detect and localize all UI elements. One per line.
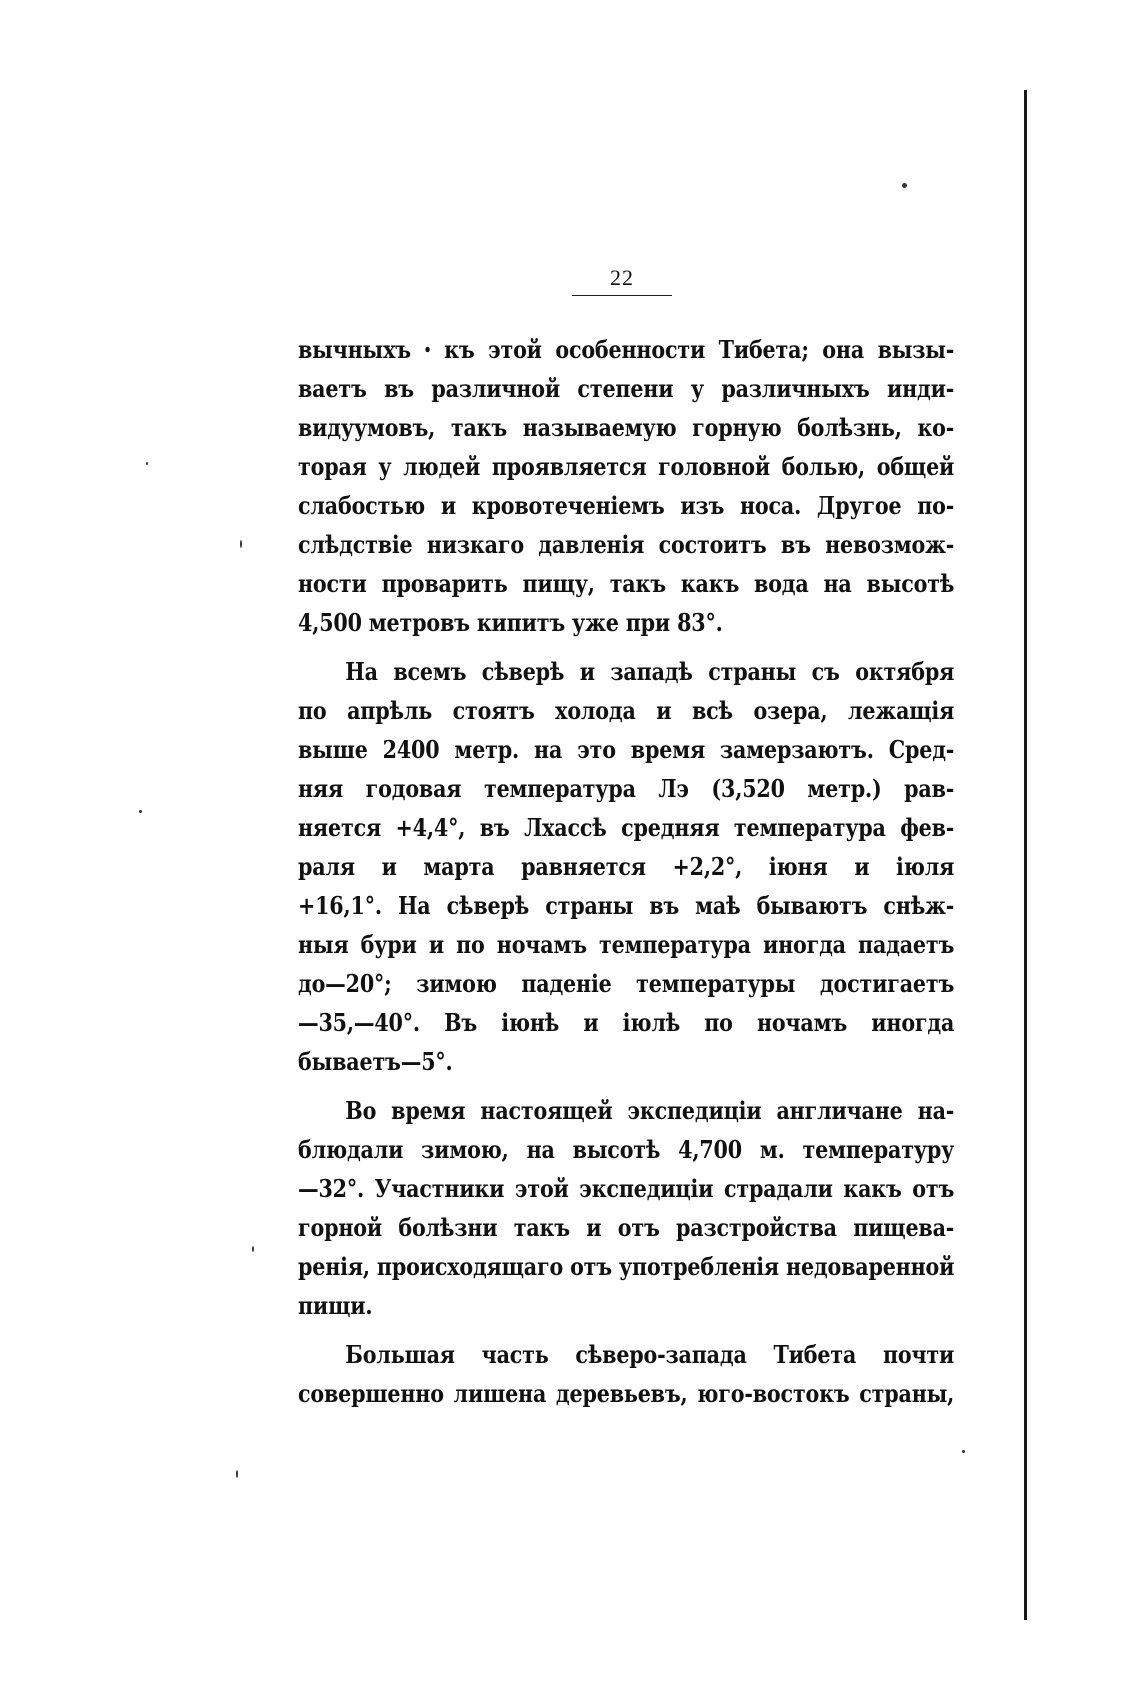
- text-line: На всемъ сѣверѣ и западѣ страны съ октября: [345, 657, 955, 686]
- speck: [139, 810, 142, 813]
- paragraph: [298, 1335, 954, 1413]
- text-line: —35,—40°. Въ іюнѣ и іюлѣ по ночамъ иногда: [298, 1008, 955, 1037]
- text-line: по апрѣль стоятъ холода и всѣ озера, лежащія: [298, 696, 955, 725]
- speck: [252, 1246, 254, 1252]
- speck: [240, 540, 242, 548]
- speck: [962, 1450, 965, 1453]
- text-line: —32°. Участники этой экспедиціи страдали какъ отъ: [298, 1174, 955, 1203]
- paragraph: [298, 330, 954, 642]
- text-line: слабостью и кровотеченіемъ изъ носа. Другое по-: [298, 491, 955, 520]
- page-number: 22: [610, 265, 634, 290]
- text-line: торая у людей проявляется головной болью, общей: [298, 452, 955, 481]
- binding-edge-line: [1024, 90, 1027, 1620]
- text-line: горной болѣзни такъ и отъ разстройства пищева-: [298, 1213, 955, 1242]
- text-line: выше 2400 метр. на это время замерзаютъ. Сред-: [298, 735, 955, 764]
- text-line: няя годовая температура Лэ (3,520 метр.) рав-: [298, 774, 955, 803]
- text-line: ваетъ въ различной степени у различныхъ инди-: [298, 374, 955, 403]
- text-line: +16,1°. На сѣверѣ страны въ маѣ бываютъ снѣж-: [298, 891, 955, 920]
- text-line: Во время настоящей экспедиціи англичане на-: [345, 1096, 955, 1125]
- speck: [236, 1470, 238, 1478]
- text-line: раля и марта равняется +2,2°, іюня и іюля: [298, 852, 955, 881]
- text-line: блюдали зимою, на высотѣ 4,700 м. температуру: [298, 1135, 955, 1164]
- text-line: видуумовъ, такъ называемую горную болѣзнь, ко-: [298, 413, 955, 442]
- text-line: ности проварить пищу, такъ какъ вода на высотѣ: [298, 569, 955, 598]
- text-line: няется +4,4°, въ Лхассѣ средняя температура фев-: [298, 813, 955, 842]
- page-number-rule: [572, 295, 672, 296]
- text-line: Большая часть сѣверо-запада Тибета почти: [345, 1340, 955, 1369]
- text-line: совершенно лишена деревьевъ, юго-востокъ страны,: [298, 1379, 955, 1408]
- text-line: пищи.: [298, 1291, 373, 1320]
- text-line: бываетъ—5°.: [298, 1047, 453, 1076]
- text-line: вычныхъ ꞏ къ этой особенности Тибета; она вызы-: [298, 335, 955, 364]
- paragraph: [298, 652, 954, 1081]
- speck: [146, 462, 148, 465]
- text-line: до—20°; зимою паденіе температуры достигаетъ: [298, 969, 955, 998]
- text-line: ныя бури и по ночамъ температура иногда падаетъ: [298, 930, 955, 959]
- text-line: ренія, происходящаго отъ употребленія недоваренной: [298, 1252, 955, 1281]
- text-line: слѣдствіе низкаго давленія состоитъ въ невозмож-: [298, 530, 955, 559]
- text-line: 4,500 метровъ кипитъ уже при 83°.: [298, 608, 723, 637]
- speck: [902, 183, 907, 188]
- body-text: [298, 330, 954, 1413]
- paragraph: [298, 1091, 954, 1325]
